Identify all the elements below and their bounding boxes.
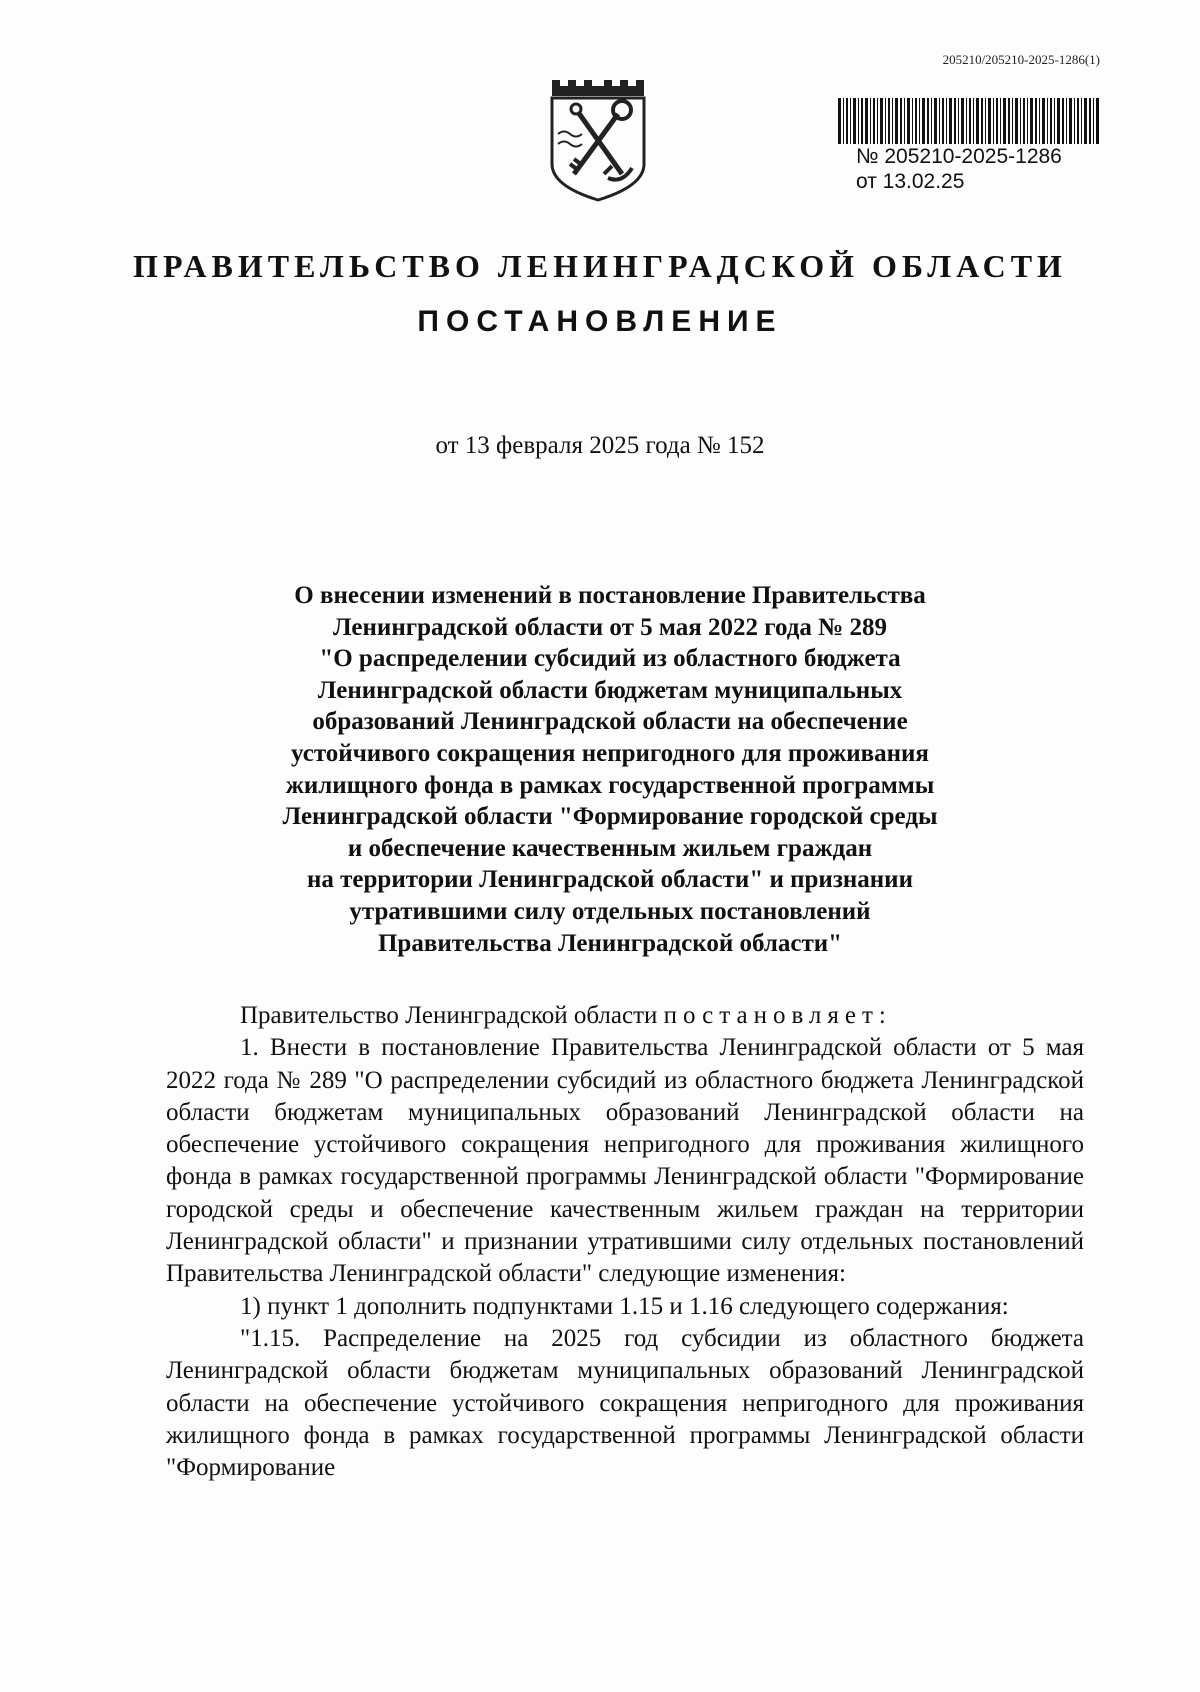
barcode-icon [838, 98, 1100, 144]
heading-line: на территории Ленинградской области" и признании [307, 866, 913, 894]
heading-line: устойчивого сокращения непригодного для проживания [291, 739, 929, 767]
decree-date-number: от 13 февраля 2025 года № 152 [435, 432, 765, 459]
heading-line: Ленинградской области бюджетам муниципальных [317, 676, 903, 704]
registration-number: № 205210-2025-1286 [856, 145, 1062, 168]
heading-line: жилищного фонда в рамках государственной программы [285, 771, 935, 799]
heading-line: образований Ленинградской области на обеспечение [312, 708, 908, 736]
document-body [166, 1000, 1084, 1484]
document-heading [160, 580, 1060, 959]
heading-line: и обеспечение качественным жильем граждан [347, 834, 873, 862]
preamble-paragraph [166, 1000, 1084, 1032]
decree-type: ПОСТАНОВЛЕНИЕ [417, 305, 783, 338]
government-title: ПРАВИТЕЛЬСТВО ЛЕНИНГРАДСКОЙ ОБЛАСТИ [133, 248, 1067, 284]
heading-line: Правительства Ленинградской области" [377, 929, 843, 957]
registration-date: от 13.02.25 [856, 170, 965, 193]
item-1-paragraph: 1. Внести в постановление Правительства Ленинградской области от 5 мая 2022 года № 289 "О распределении субсидий из областного бюджета Ленинградской области бюджетам муниципальных образований Ленинградской области на обеспечение устойчивого сокращения непригодного для проживания жилищного фонда в рамках государственной программы Ленинградской области "Формирование городской среды и обеспечение качественным жильем граждан на территории Ленинградской области" и признании утратившими силу отдельных постановлений Правительства Ленинградской области" следующие изменения: [166, 1034, 1084, 1288]
heading-line: О внесении изменений в постановление Правительства [294, 582, 926, 609]
subitem-1-paragraph: 1) пункт 1 дополнить подпунктами 1.15 и 1.16 следующего содержания: [240, 1292, 1009, 1320]
leningrad-oblast-coat-of-arms-icon [548, 74, 648, 204]
paragraph-1-15: "1.15. Распределение на 2025 год субсидии из областного бюджета Ленинградской области бюджетам муниципальных образований Ленинградской области на обеспечение устойчивого сокращения непригодного для проживания жилищного фонда в рамках государственной программы Ленинградской области "Формирование [166, 1324, 1084, 1482]
heading-line: "О распределении субсидий из областного бюджета [319, 645, 901, 673]
heading-line: Ленинградской области от 5 мая 2022 года № 289 [332, 613, 888, 641]
registration-block [838, 98, 1100, 194]
heading-line: утратившими силу отдельных постановлений [349, 897, 871, 925]
document-id: 205210/205210-2025-1286(1) [942, 52, 1100, 67]
preamble-lead: Правительство Ленинградской области [240, 1002, 658, 1029]
preamble-verb: постановляет: [663, 1002, 892, 1029]
heading-line: Ленинградской области "Формирование городской среды [282, 803, 938, 831]
